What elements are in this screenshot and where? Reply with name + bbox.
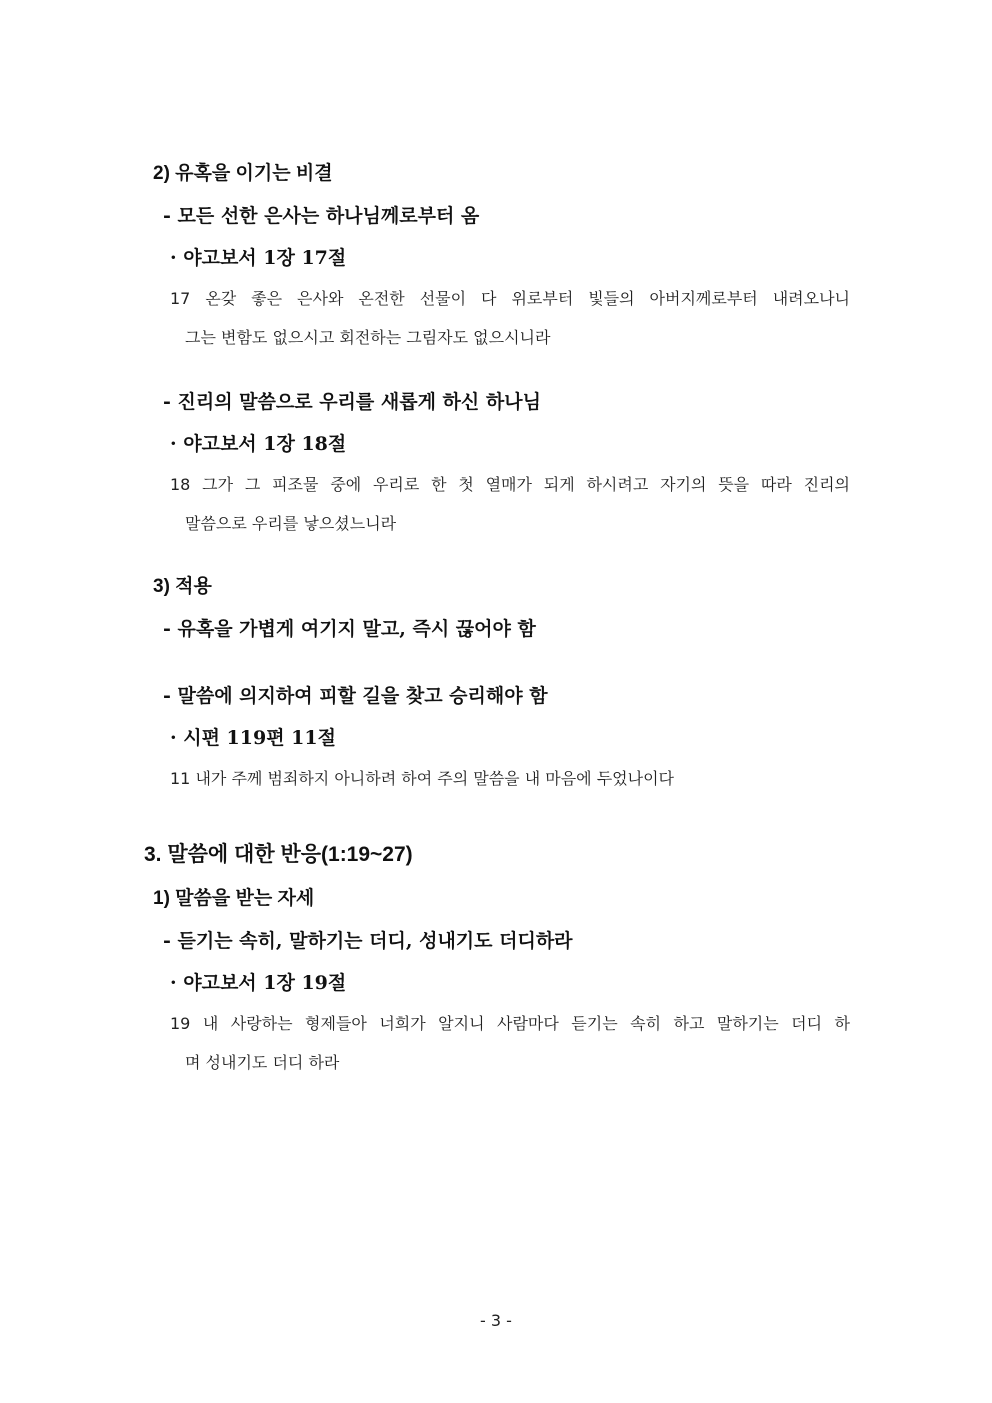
scripture-verse: 19 내 사랑하는 형제들아 너희가 알지니 사람마다 듣기는 속히 하고 말하기는 더디 하	[170, 1014, 850, 1033]
main-heading-3: 3. 말씀에 대한 반응(1:19~27)	[144, 843, 413, 866]
bullet-point: - 유혹을 가볍게 여기지 말고, 즉시 끊어야 함	[163, 618, 536, 640]
scripture-verse-continuation: 그는 변함도 없으시고 회전하는 그림자도 없으시니라	[185, 328, 551, 347]
scripture-reference: · 시편 119편 11절	[170, 727, 336, 749]
section-heading-2: 2) 유혹을 이기는 비결	[153, 163, 333, 184]
bullet-point: - 모든 선한 은사는 하나님께로부터 옴	[163, 205, 480, 227]
scripture-verse-continuation: 말씀으로 우리를 낳으셨느니라	[185, 514, 397, 533]
bullet-point: - 진리의 말씀으로 우리를 새롭게 하신 하나님	[163, 391, 541, 413]
subsection-heading-1: 1) 말씀을 받는 자세	[153, 888, 315, 909]
page-number: - 3 -	[480, 1311, 512, 1330]
bullet-point: - 말씀에 의지하여 피할 길을 찾고 승리해야 함	[163, 685, 548, 707]
scripture-reference: · 야고보서 1장 18절	[170, 433, 347, 455]
section-heading-3: 3) 적용	[153, 576, 212, 597]
scripture-reference: · 야고보서 1장 17절	[170, 247, 347, 269]
scripture-reference: · 야고보서 1장 19절	[170, 972, 347, 994]
scripture-verse-continuation: 며 성내기도 더디 하라	[185, 1053, 340, 1072]
scripture-verse: 18 그가 그 피조물 중에 우리로 한 첫 열매가 되게 하시려고 자기의 뜻을 따라 진리의	[170, 475, 850, 494]
bullet-point: - 듣기는 속히, 말하기는 더디, 성내기도 더디하라	[163, 930, 573, 952]
scripture-verse: 11 내가 주께 범죄하지 아니하려 하여 주의 말씀을 내 마음에 두었나이다	[170, 769, 674, 788]
scripture-verse: 17 온갖 좋은 은사와 온전한 선물이 다 위로부터 빛들의 아버지께로부터 내려오나니	[170, 289, 850, 308]
